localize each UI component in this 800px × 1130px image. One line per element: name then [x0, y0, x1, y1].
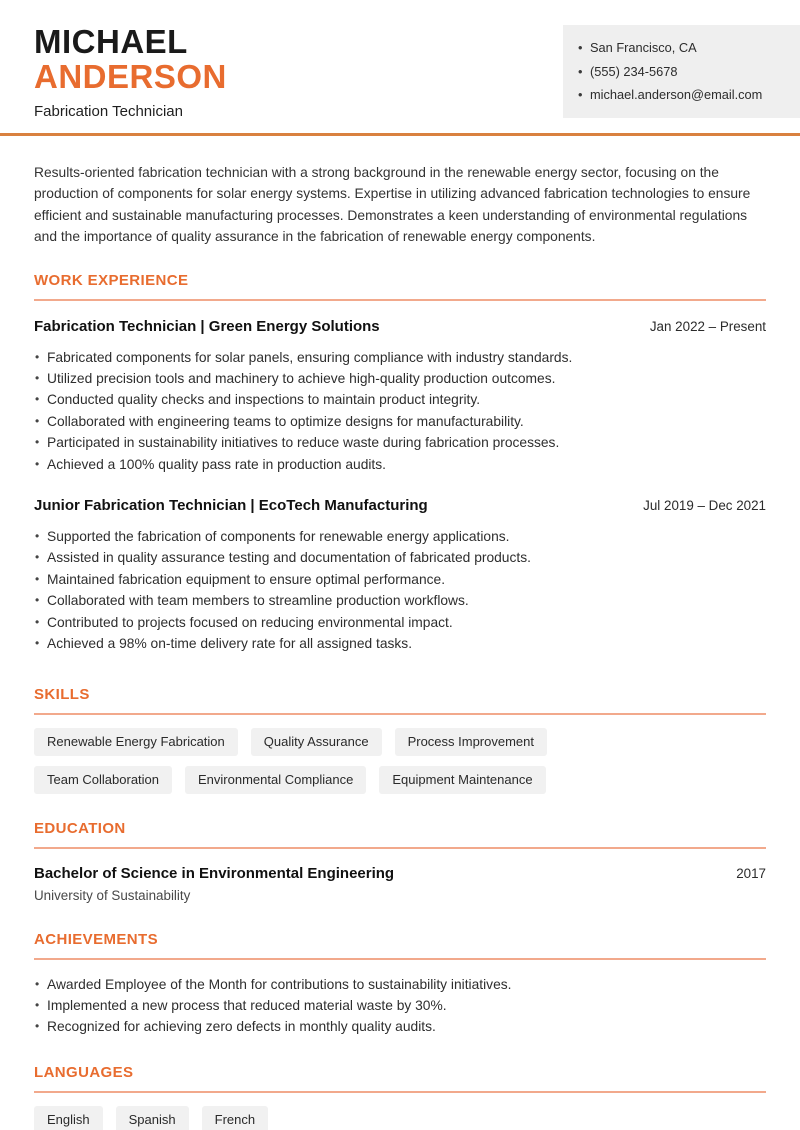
contact-email: • michael.anderson@email.com	[577, 83, 786, 107]
job-bullet: • Assisted in quality assurance testing and documentation of fabricated products.	[34, 547, 766, 568]
job-bullet-list	[34, 347, 766, 475]
education-entry	[34, 865, 766, 903]
job-bullet-list	[34, 526, 766, 654]
section-education	[34, 820, 766, 903]
section-title-education: EDUCATION	[34, 819, 126, 837]
job-bullet: • Supported the fabrication of components for renewable energy applications.	[34, 526, 766, 547]
header-divider	[0, 133, 800, 136]
job-bullet: • Collaborated with team members to streamline production workflows.	[34, 590, 766, 611]
job-title: Fabrication Technician	[34, 103, 183, 120]
contact-phone: • (555) 234-5678	[577, 60, 786, 84]
skill-chip: Equipment Maintenance	[379, 766, 545, 794]
section-achievements	[34, 931, 766, 1038]
education-school: University of Sustainability	[34, 887, 191, 903]
contact-location: • San Francisco, CA	[577, 36, 786, 60]
education-year: 2017	[736, 865, 766, 881]
achievement-bullet-list	[34, 974, 766, 1038]
resume-body	[0, 162, 800, 1130]
job-entry	[34, 318, 766, 475]
job-bullet: • Contributed to projects focused on reducing environmental impact.	[34, 612, 766, 633]
first-name: MICHAEL	[34, 23, 188, 60]
skill-chip: Process Improvement	[395, 728, 547, 756]
job-entry-dates: Jan 2022 – Present	[649, 318, 766, 334]
skill-chip: Renewable Energy Fabrication	[34, 728, 238, 756]
language-chip: English	[34, 1106, 103, 1130]
job-bullet: • Conducted quality checks and inspections to maintain product integrity.	[34, 389, 766, 410]
skill-chip: Quality Assurance	[251, 728, 382, 756]
section-rule	[34, 958, 766, 960]
last-name: ANDERSON	[34, 58, 227, 95]
skills-chip-list	[34, 728, 654, 794]
job-bullet: • Fabricated components for solar panels, ensuring compliance with industry standards.	[34, 347, 766, 368]
resume-header	[0, 0, 800, 133]
skill-chip: Environmental Compliance	[185, 766, 366, 794]
section-work-experience	[34, 272, 766, 655]
contact-card	[563, 25, 800, 118]
job-bullet: • Utilized precision tools and machinery to achieve high-quality production outcomes.	[34, 368, 766, 389]
education-degree: Bachelor of Science in Environmental Engineering	[34, 864, 395, 882]
job-bullet: • Achieved a 100% quality pass rate in production audits.	[34, 454, 766, 475]
section-rule	[34, 299, 766, 301]
section-title-work-experience: WORK EXPERIENCE	[34, 271, 189, 289]
section-title-achievements: ACHIEVEMENTS	[34, 930, 158, 948]
section-languages	[34, 1064, 766, 1130]
job-bullet: • Maintained fabrication equipment to ensure optimal performance.	[34, 569, 766, 590]
job-entry-title: Fabrication Technician | Green Energy Solutions	[34, 317, 380, 335]
job-entry-title: Junior Fabrication Technician | EcoTech Manufacturing	[34, 497, 428, 515]
languages-chip-list	[34, 1106, 654, 1130]
job-header	[34, 497, 766, 514]
section-rule	[34, 1091, 766, 1093]
achievement-bullet: • Recognized for achieving zero defects in monthly quality audits.	[34, 1016, 766, 1037]
section-title-languages: LANGUAGES	[34, 1063, 134, 1081]
job-bullet: • Participated in sustainability initiatives to reduce waste during fabrication processes.	[34, 432, 766, 453]
section-rule	[34, 847, 766, 849]
language-chip: Spanish	[116, 1106, 189, 1130]
summary-paragraph: Results-oriented fabrication technician with a strong background in the renewable energy sector, focusing on the production of components for solar energy systems. Expertise in utilizing advanced fabrication technologies to ensure efficient and sustainable manufacturing processes. Demonstrates a keen understanding of environmental regulations and the importance of quality assurance in the fabrication of renewable energy components.	[34, 165, 751, 245]
section-rule	[34, 713, 766, 715]
skill-chip: Team Collaboration	[34, 766, 172, 794]
job-bullet: • Collaborated with engineering teams to optimize designs for manufacturability.	[34, 411, 766, 432]
section-title-skills: SKILLS	[34, 685, 90, 703]
achievement-bullet: • Implemented a new process that reduced material waste by 30%.	[34, 995, 766, 1016]
education-header	[34, 865, 766, 882]
job-header	[34, 318, 766, 335]
section-skills	[34, 686, 766, 794]
achievement-bullet: • Awarded Employee of the Month for contributions to sustainability initiatives.	[34, 974, 766, 995]
job-bullet: • Achieved a 98% on-time delivery rate for all assigned tasks.	[34, 633, 766, 654]
job-entry	[34, 497, 766, 654]
job-entry-dates: Jul 2019 – Dec 2021	[643, 498, 766, 514]
language-chip: French	[202, 1106, 268, 1130]
